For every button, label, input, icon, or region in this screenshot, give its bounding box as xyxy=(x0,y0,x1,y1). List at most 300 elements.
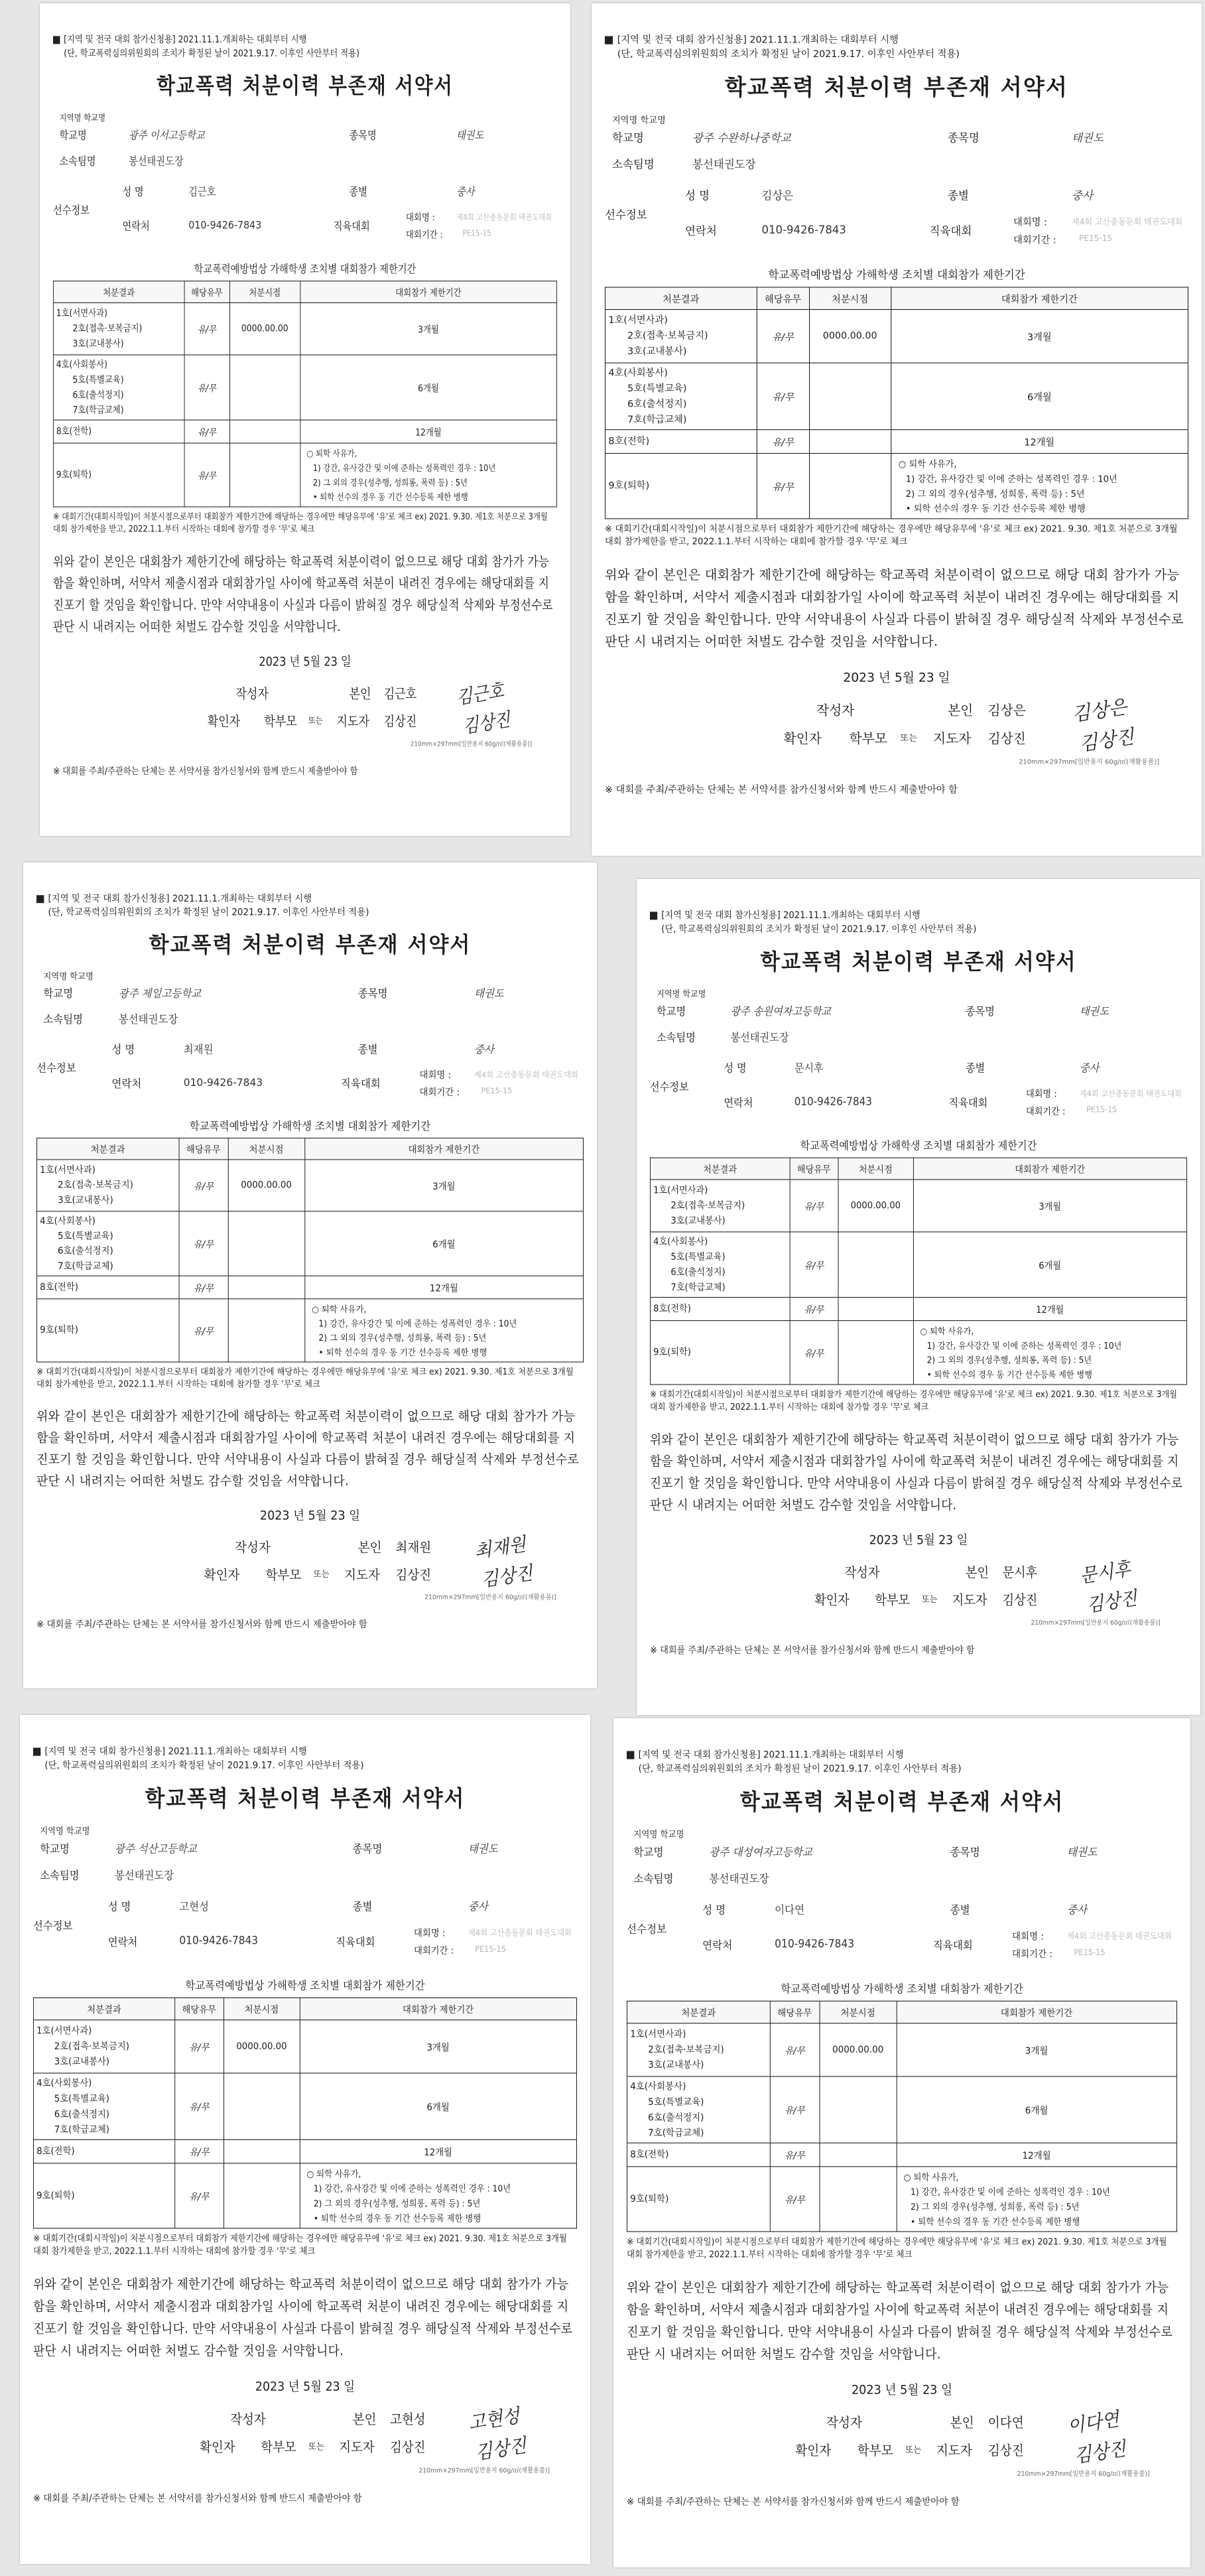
competition-name-label: 대회명 : xyxy=(1013,217,1047,229)
date-cell xyxy=(809,453,891,518)
writer-label: 작성자 xyxy=(235,687,269,702)
confirmer-row xyxy=(605,728,1188,756)
event-label: 직육대회 xyxy=(336,1935,375,1949)
col-header: 처분시점 xyxy=(820,2001,897,2023)
contact-value: 010-9426-7843 xyxy=(183,1075,263,1089)
limit-cell: ○ 퇴학 사유가, 1) 강간, 유사강간 및 이에 준하는 성폭력인 경우 : 10년 2) 그 외의 경우(성추행, 성희롱, 폭력 등) : 5년 • 퇴학 선수의 경우 동 기간 선수등록 제한 병행 xyxy=(897,2167,1177,2232)
coach-label: 지도자 xyxy=(936,2443,973,2459)
sport-label: 종목명 xyxy=(352,1842,383,1856)
parent-label: 학부모 xyxy=(264,714,297,730)
sanction-cell: 4호(사회봉사) 5호(특별교육) 6호(출석정지) 7호(학급교체) xyxy=(37,1211,179,1276)
form-header-line-1: [지역 및 전국 대회 참가신청용] 2021.11.1.개최하는 대회부터 시행 xyxy=(33,1745,577,1759)
principal-label: 본인 xyxy=(950,2415,974,2431)
coach-label: 지도자 xyxy=(339,2439,375,2456)
col-header: 처분결과 xyxy=(605,287,757,310)
limit-cell: 12개월 xyxy=(891,430,1188,454)
table-title: 학교폭력예방법상 가해학생 조치별 대회참가 제한기간 xyxy=(189,1119,431,1133)
pledge-date: 2023 년 5월 23 일 xyxy=(259,655,351,669)
team-label: 소속팀명 xyxy=(657,1031,696,1044)
limit-cell: 6개월 xyxy=(304,1211,583,1276)
sanction-cell: 4호(사회봉사) 5호(특별교육) 6호(출석정지) 7호(학급교체) xyxy=(605,363,757,430)
confirmer-row xyxy=(627,2437,1177,2468)
coach-signature: 김상진 xyxy=(474,2434,528,2465)
event-label: 직육대회 xyxy=(948,1096,988,1110)
athlete-name-value: 최재원 xyxy=(183,1043,214,1056)
gender-label: 종별 xyxy=(357,1043,378,1056)
team-value: 봉선태권도장 xyxy=(730,1031,789,1044)
confirm-label: 확인자 xyxy=(795,2443,832,2459)
athlete-info-label: 선수정보 xyxy=(650,1080,689,1094)
sport-label: 종목명 xyxy=(349,128,377,142)
coach-signature: 김상진 xyxy=(1078,726,1136,756)
table-footnote: ※ 대회기간(대회시작일)이 처분시점으로부터 대회참가 제한기간에 해당하는 경우에만 해당유무에 '유'로 체크 ex) 2021. 9.30. 제1호 처분으로 3개월 대회 참가제한을 받고, 2022.1.1.부터 시작하는 대회에 참가할 경우 '무'로 체크 xyxy=(650,1389,1177,1412)
table-header-row xyxy=(37,1138,584,1160)
gender-value: 중사 xyxy=(1080,1061,1100,1075)
sanction-cell: 9호(퇴학) xyxy=(37,1299,179,1362)
sport-label: 종목명 xyxy=(948,131,980,145)
applicable-cell: 유/무 xyxy=(757,310,809,364)
athlete-info-label: 선수정보 xyxy=(36,1061,76,1075)
writer-row xyxy=(53,680,557,711)
table-row xyxy=(34,2073,577,2139)
or-label: 또는 xyxy=(308,715,323,726)
table-row xyxy=(627,2023,1177,2076)
col-header: 처분시점 xyxy=(229,281,300,303)
competition-name-value: 제4회 고산총동문회 태권도대회 xyxy=(1080,1089,1182,1099)
limit-cell: ○ 퇴학 사유가, 1) 강간, 유사강간 및 이에 준하는 성폭력인 경우 : 10년 2) 그 외의 경우(성추행, 성희롱, 폭력 등) : 5년 • 퇴학 선수의 경우 동 기간 선수등록 제한 병행 xyxy=(300,443,556,507)
sanction-cell: 9호(퇴학) xyxy=(34,2163,175,2228)
coach-label: 지도자 xyxy=(344,1567,380,1583)
table-row xyxy=(37,1211,584,1276)
date-cell xyxy=(809,363,891,430)
contact-label: 연락처 xyxy=(107,1935,138,1949)
col-header: 대회참가 제한기간 xyxy=(300,281,556,303)
school-label: 학교명 xyxy=(612,131,644,145)
competition-name-label: 대회명 : xyxy=(1026,1089,1057,1101)
gender-value: 중사 xyxy=(474,1043,494,1056)
table-title: 학교폭력예방법상 가해학생 조치별 대회참가 제한기간 xyxy=(194,262,416,276)
square-bullet-icon xyxy=(36,895,44,903)
school-region-label: 지역명 학교명 xyxy=(633,1829,684,1840)
col-header: 대회참가 제한기간 xyxy=(304,1138,583,1160)
principal-label: 본인 xyxy=(357,1540,382,1556)
contact-value: 010-9426-7843 xyxy=(794,1095,872,1109)
table-row xyxy=(37,1299,584,1362)
col-header: 처분결과 xyxy=(37,1138,179,1160)
writer-name: 최재원 xyxy=(395,1540,432,1556)
submission-note: ※ 대회를 주최/주관하는 단체는 본 서약서를 참가신청서와 함께 반드시 제출받아야 함 xyxy=(605,784,958,796)
contact-label: 연락처 xyxy=(685,224,717,238)
applicable-cell: 유/무 xyxy=(184,443,229,507)
applicable-cell: 유/무 xyxy=(179,1160,228,1211)
coach-name: 김상진 xyxy=(1002,1592,1038,1608)
pledge-document xyxy=(36,892,584,1682)
col-header: 처분시점 xyxy=(809,287,891,310)
col-header: 처분결과 xyxy=(651,1158,790,1180)
event-label: 직육대회 xyxy=(333,220,370,234)
applicable-cell: 유/무 xyxy=(757,453,809,518)
sanction-table xyxy=(36,1138,584,1363)
pledge-text: 위와 같이 본인은 대회참가 제한기간에 해당하는 학교폭력 처분이력이 없으므로 해당 대회 참가가 가능함을 확인하며, 서약서 제출시점과 대회참가일 사이에 학교폭력 처분이 내려진 경우에는 해당대회를 지진포기 할 것임을 확인합니다. 만약 서약내용이 사실과 다름이 밝혀질 경우 해당실적 삭제와 부정선수로 판단 시 내려지는 어떠한 처벌도 감수할 것임을 서약합니다. xyxy=(605,568,1184,650)
principal-label: 본인 xyxy=(352,2411,377,2427)
square-bullet-icon xyxy=(605,36,613,44)
form-header-line-1: [지역 및 전국 대회 참가신청용] 2021.11.1.개최하는 대회부터 시행 xyxy=(53,33,557,47)
table-row xyxy=(37,1276,584,1299)
date-cell xyxy=(838,1321,913,1385)
table-row xyxy=(34,2139,577,2163)
school-value: 광주 수완하나중학교 xyxy=(692,131,791,145)
table-footnote: ※ 대회기간(대회시작일)이 처분시점으로부터 대회참가 제한기간에 해당하는 경우에만 해당유무에 '유'로 체크 ex) 2021. 9.30. 제1호 처분으로 3개월 대회 참가제한을 받고, 2022.1.1.부터 시작하는 대회에 참가할 경우 '무'로 체크 xyxy=(627,2236,1167,2260)
name-label: 성 명 xyxy=(122,185,144,198)
table-footnote: ※ 대회기간(대회시작일)이 처분시점으로부터 대회참가 제한기간에 해당하는 경우에만 해당유무에 '유'로 체크 ex) 2021. 9.30. 제1호 처분으로 3개월 대회 참가제한을 받고, 2022.1.1.부터 시작하는 대회에 참가할 경우 '무'로 체크 xyxy=(36,1367,574,1389)
contact-label: 연락처 xyxy=(111,1077,142,1091)
team-label: 소속팀명 xyxy=(43,1012,84,1026)
sanction-cell: 4호(사회봉사) 5호(특별교육) 6호(출석정지) 7호(학급교체) xyxy=(627,2076,771,2143)
form-page xyxy=(23,862,597,1688)
col-header: 처분결과 xyxy=(34,1998,175,2019)
date-cell xyxy=(223,2073,300,2139)
pledge-document xyxy=(627,1748,1177,2561)
coach-signature: 김상진 xyxy=(479,1562,535,1592)
competition-name-value: 제4회 고산총동문회 태권도대회 xyxy=(456,212,552,222)
applicant-info xyxy=(650,984,1187,1134)
table-footnote: ※ 대회기간(대회시작일)이 처분시점으로부터 대회참가 제한기간에 해당하는 경우에만 해당유무에 '유'로 체크 ex) 2021. 9.30. 제1호 처분으로 3개월 대회 참가제한을 받고, 2022.1.1.부터 시작하는 대회에 참가할 경우 '무'로 체크 xyxy=(53,511,548,534)
limit-cell: 3개월 xyxy=(913,1180,1187,1232)
applicable-cell: 유/무 xyxy=(770,2167,820,2232)
competition-name-label: 대회명 : xyxy=(1012,1931,1044,1942)
applicant-info xyxy=(605,110,1188,262)
coach-name: 김상진 xyxy=(987,731,1026,747)
limit-cell: 12개월 xyxy=(300,420,556,443)
sanction-cell: 1호(서면사과) 2호(접촉·보복금지) 3호(교내봉사) xyxy=(627,2023,771,2076)
applicable-cell: 유/무 xyxy=(179,1299,228,1362)
date-cell: 0000.00.00 xyxy=(229,303,300,355)
table-row xyxy=(651,1321,1187,1385)
form-title: 학교폭력 처분이력 부존재 서약서 xyxy=(149,932,472,958)
team-label: 소속팀명 xyxy=(633,1872,674,1886)
square-bullet-icon xyxy=(33,1747,40,1755)
sport-value: 태권도 xyxy=(474,986,504,1000)
limit-cell: 12개월 xyxy=(300,2139,577,2163)
sanction-cell: 8호(전학) xyxy=(37,1276,179,1299)
sport-value: 태권도 xyxy=(1080,1004,1110,1018)
confirmer-row xyxy=(33,2434,577,2465)
contact-label: 연락처 xyxy=(122,220,150,234)
applicable-cell: 유/무 xyxy=(770,2143,820,2167)
paper-spec: 210mm×297mm[일반용지 60g/㎡(재활용품)] xyxy=(1031,1619,1161,1627)
principal-label: 본인 xyxy=(349,687,371,702)
gender-label: 종별 xyxy=(965,1061,985,1075)
team-value: 봉선태권도장 xyxy=(129,155,184,168)
limit-cell: ○ 퇴학 사유가, 1) 강간, 유사강간 및 이에 준하는 성폭력인 경우 : 10년 2) 그 외의 경우(성추행, 성희롱, 폭력 등) : 5년 • 퇴학 선수의 경우 동 기간 선수등록 제한 병행 xyxy=(304,1299,583,1362)
competition-period-value: PE15-15 xyxy=(462,228,491,238)
form-header-line-1: [지역 및 전국 대회 참가신청용] 2021.11.1.개최하는 대회부터 시행 xyxy=(627,1748,1177,1762)
sanction-cell: 9호(퇴학) xyxy=(53,443,184,507)
applicable-cell: 유/무 xyxy=(790,1180,838,1232)
applicant-info xyxy=(33,1822,577,1973)
writer-row xyxy=(36,1533,584,1565)
team-label: 소속팀명 xyxy=(612,157,655,171)
sanction-cell: 1호(서면사과) 2호(접촉·보복금지) 3호(교내봉사) xyxy=(605,310,757,364)
pledge-date: 2023 년 5월 23 일 xyxy=(843,670,950,685)
submission-note: ※ 대회를 주최/주관하는 단체는 본 서약서를 참가신청서와 함께 반드시 제출받아야 함 xyxy=(650,1645,975,1657)
table-header-row xyxy=(651,1158,1187,1180)
date-cell: 0000.00.00 xyxy=(809,310,891,364)
date-cell xyxy=(223,2139,300,2163)
table-row xyxy=(605,310,1188,364)
name-label: 성 명 xyxy=(685,188,710,202)
col-header: 해당유무 xyxy=(757,287,809,310)
athlete-info-label: 선수정보 xyxy=(627,1922,667,1936)
event-label: 직육대회 xyxy=(929,224,972,238)
parent-label: 학부모 xyxy=(857,2443,893,2459)
pledge-date: 2023 년 5월 23 일 xyxy=(255,2379,355,2394)
table-row xyxy=(53,420,556,443)
parent-label: 학부모 xyxy=(875,1592,911,1608)
submission-note: ※ 대회를 주최/주관하는 단체는 본 서약서를 참가신청서와 함께 반드시 제출받아야 함 xyxy=(53,766,358,778)
competition-period-value: PE15-15 xyxy=(481,1086,513,1096)
table-title: 학교폭력예방법상 가해학생 조치별 대회참가 제한기간 xyxy=(768,268,1025,282)
sport-label: 종목명 xyxy=(357,986,388,1000)
sanction-cell: 8호(전학) xyxy=(627,2143,771,2167)
event-label: 직육대회 xyxy=(932,1938,973,1952)
athlete-name-value: 김근호 xyxy=(188,185,216,198)
form-header-line-2: (단, 학교폭력심의위원회의 조치가 확정된 날이 2021.9.17. 이후인 사안부터 적용) xyxy=(48,907,369,918)
limit-cell: 6개월 xyxy=(897,2076,1177,2143)
applicable-cell: 유/무 xyxy=(790,1298,838,1321)
writer-label: 작성자 xyxy=(816,703,855,719)
submission-note: ※ 대회를 주최/주관하는 단체는 본 서약서를 참가신청서와 함께 반드시 제출받아야 함 xyxy=(36,1619,367,1631)
col-header: 해당유무 xyxy=(179,1138,228,1160)
col-header: 해당유무 xyxy=(770,2001,820,2023)
form-header-line-1: [지역 및 전국 대회 참가신청용] 2021.11.1.개최하는 대회부터 시행 xyxy=(36,892,584,906)
sport-label: 종목명 xyxy=(965,1004,995,1018)
writer-row xyxy=(33,2405,577,2437)
form-title: 학교폭력 처분이력 부존재 서약서 xyxy=(760,949,1077,975)
gender-label: 종별 xyxy=(950,1903,970,1917)
sanction-cell: 4호(사회봉사) 5호(특별교육) 6호(출석정지) 7호(학급교체) xyxy=(34,2073,175,2139)
gender-value: 중사 xyxy=(1067,1903,1088,1917)
athlete-signature: 김상은 xyxy=(1070,696,1129,726)
sport-value: 태권도 xyxy=(1067,1845,1098,1860)
writer-label: 작성자 xyxy=(844,1565,880,1581)
table-row xyxy=(605,453,1188,518)
coach-name: 김상진 xyxy=(390,2439,426,2456)
table-row xyxy=(34,2163,577,2228)
col-header: 해당유무 xyxy=(184,281,229,303)
applicable-cell: 유/무 xyxy=(790,1321,838,1385)
applicable-cell: 유/무 xyxy=(174,2163,223,2228)
applicable-cell: 유/무 xyxy=(184,303,229,355)
coach-label: 지도자 xyxy=(336,714,370,730)
applicable-cell: 유/무 xyxy=(179,1276,228,1299)
athlete-info-label: 선수정보 xyxy=(605,208,647,222)
team-value: 봉선태권도장 xyxy=(115,1869,174,1883)
limit-cell: 3개월 xyxy=(300,303,556,355)
col-header: 처분결과 xyxy=(53,281,184,303)
pledge-text: 위와 같이 본인은 대회참가 제한기간에 해당하는 학교폭력 처분이력이 없으므로 해당 대회 참가가 가능함을 확인하며, 서약서 제출시점과 대회참가일 사이에 학교폭력 처분이 내려진 경우에는 해당대회를 지진포기 할 것임을 확인합니다. 만약 서약내용이 사실과 다름이 밝혀질 경우 해당실적 삭제와 부정선수로 판단 시 내려지는 어떠한 처벌도 감수할 것임을 서약합니다. xyxy=(627,2280,1173,2362)
form-header-line-1: [지역 및 전국 대회 참가신청용] 2021.11.1.개최하는 대회부터 시행 xyxy=(605,33,1188,47)
or-label: 또는 xyxy=(313,1569,330,1580)
col-header: 해당유무 xyxy=(174,1998,223,2019)
pledge-document xyxy=(605,33,1188,849)
limit-cell: 6개월 xyxy=(891,363,1188,430)
sanction-cell: 9호(퇴학) xyxy=(627,2167,771,2232)
confirmer-row xyxy=(650,1590,1187,1617)
writer-name: 김근호 xyxy=(383,687,417,702)
confirm-label: 확인자 xyxy=(204,1567,240,1583)
date-cell xyxy=(820,2076,897,2143)
athlete-signature: 고현성 xyxy=(467,2405,521,2435)
date-cell xyxy=(229,420,300,443)
pledge-text: 위와 같이 본인은 대회참가 제한기간에 해당하는 학교폭력 처분이력이 없으므로 해당 대회 참가가 가능함을 확인하며, 서약서 제출시점과 대회참가일 사이에 학교폭력 처분이 내려진 경우에는 해당대회를 지진포기 할 것임을 확인합니다. 만약 서약내용이 사실과 다름이 밝혀질 경우 해당실적 삭제와 부정선수로 판단 시 내려지는 어떠한 처벌도 감수할 것임을 서약합니다. xyxy=(53,555,553,635)
athlete-name-value: 김상은 xyxy=(761,188,794,202)
school-label: 학교명 xyxy=(633,1845,664,1860)
date-cell: 0000.00.00 xyxy=(223,2020,300,2073)
col-header: 처분시점 xyxy=(223,1998,300,2019)
form-page xyxy=(40,3,570,836)
writer-name: 고현성 xyxy=(390,2411,426,2427)
table-footnote: ※ 대회기간(대회시작일)이 처분시점으로부터 대회참가 제한기간에 해당하는 경우에만 해당유무에 '유'로 체크 ex) 2021. 9.30. 제1호 처분으로 3개월 대회 참가제한을 받고, 2022.1.1.부터 시작하는 대회에 참가할 경우 '무'로 체크 xyxy=(605,523,1178,547)
pledge-text: 위와 같이 본인은 대회참가 제한기간에 해당하는 학교폭력 처분이력이 없으므로 해당 대회 참가가 가능함을 확인하며, 서약서 제출시점과 대회참가일 사이에 학교폭력 처분이 내려진 경우에는 해당대회를 지진포기 할 것임을 확인합니다. 만약 서약내용이 사실과 다름이 밝혀질 경우 해당실적 삭제와 부정선수로 판단 시 내려지는 어떠한 처벌도 감수할 것임을 서약합니다. xyxy=(36,1409,580,1489)
confirm-label: 확인자 xyxy=(783,731,822,747)
pledge-date: 2023 년 5월 23 일 xyxy=(869,1533,968,1548)
school-value: 광주 이서고등학교 xyxy=(129,128,205,142)
confirm-label: 확인자 xyxy=(200,2439,235,2456)
gender-value: 중사 xyxy=(468,1899,488,1913)
date-cell: 0000.00.00 xyxy=(228,1160,304,1211)
table-header-row xyxy=(34,1998,577,2019)
sport-value: 태권도 xyxy=(468,1842,498,1856)
limit-cell: 3개월 xyxy=(891,310,1188,364)
sanction-cell: 9호(퇴학) xyxy=(605,453,757,518)
date-cell xyxy=(223,2163,300,2228)
date-cell: 0000.00.00 xyxy=(838,1180,913,1232)
school-region-label: 지역명 학교명 xyxy=(59,112,106,123)
sanction-cell: 1호(서면사과) 2호(접촉·보복금지) 3호(교내봉사) xyxy=(34,2020,175,2073)
competition-name-label: 대회명 : xyxy=(414,1928,446,1939)
competition-period-value: PE15-15 xyxy=(1074,1947,1106,1958)
pledge-document xyxy=(33,1745,577,2557)
gender-label: 종별 xyxy=(349,185,368,198)
table-title: 학교폭력예방법상 가해학생 조치별 대회참가 제한기간 xyxy=(800,1139,1037,1152)
table-row xyxy=(651,1232,1187,1298)
pledge-text: 위와 같이 본인은 대회참가 제한기간에 해당하는 학교폭력 처분이력이 없으므로 해당 대회 참가가 가능함을 확인하며, 서약서 제출시점과 대회참가일 사이에 학교폭력 처분이 내려진 경우에는 해당대회를 지진포기 할 것임을 확인합니다. 만약 서약내용이 사실과 다름이 밝혀질 경우 해당실적 삭제와 부정선수로 판단 시 내려지는 어떠한 처벌도 감수할 것임을 서약합니다. xyxy=(33,2277,573,2359)
limit-cell: 6개월 xyxy=(300,2073,577,2139)
writer-row xyxy=(627,2408,1177,2440)
sanction-cell: 8호(전학) xyxy=(605,430,757,454)
coach-label: 지도자 xyxy=(952,1592,987,1608)
parent-label: 학부모 xyxy=(261,2439,296,2456)
school-label: 학교명 xyxy=(59,128,87,142)
sanction-cell: 8호(전학) xyxy=(651,1298,790,1321)
form-header-line-2: (단, 학교폭력심의위원회의 조치가 확정된 날이 2021.9.17. 이후인 사안부터 적용) xyxy=(617,48,960,60)
col-header: 처분시점 xyxy=(838,1158,913,1180)
school-region-label: 지역명 학교명 xyxy=(612,115,666,125)
table-footnote: ※ 대회기간(대회시작일)이 처분시점으로부터 대회참가 제한기간에 해당하는 경우에만 해당유무에 '유'로 체크 ex) 2021. 9.30. 제1호 처분으로 3개월 대회 참가제한을 받고, 2022.1.1.부터 시작하는 대회에 참가할 경우 '무'로 체크 xyxy=(33,2233,567,2256)
square-bullet-icon xyxy=(650,912,657,919)
limit-cell: 12개월 xyxy=(897,2143,1177,2167)
limit-cell: 12개월 xyxy=(913,1298,1187,1321)
applicable-cell: 유/무 xyxy=(174,2139,223,2163)
date-cell: 0000.00.00 xyxy=(820,2023,897,2076)
date-cell xyxy=(229,355,300,420)
pledge-document xyxy=(650,909,1187,1708)
limit-cell: 3개월 xyxy=(300,2020,577,2073)
limit-cell: 3개월 xyxy=(304,1160,583,1211)
form-title: 학교폭력 처분이력 부존재 서약서 xyxy=(739,1789,1064,1816)
table-row xyxy=(605,430,1188,454)
coach-signature: 김상진 xyxy=(462,709,512,738)
gender-value: 중사 xyxy=(1072,188,1093,202)
col-header: 해당유무 xyxy=(790,1158,838,1180)
athlete-signature: 문시후 xyxy=(1078,1558,1132,1588)
pledge-text: 위와 같이 본인은 대회참가 제한기간에 해당하는 학교폭력 처분이력이 없으므로 해당 대회 참가가 가능함을 확인하며, 서약서 제출시점과 대회참가일 사이에 학교폭력 처분이 내려진 경우에는 해당대회를 지진포기 할 것임을 확인합니다. 만약 서약내용이 사실과 다름이 밝혀질 경우 해당실적 삭제와 부정선수로 판단 시 내려지는 어떠한 처벌도 감수할 것임을 서약합니다. xyxy=(650,1432,1183,1513)
limit-cell: 12개월 xyxy=(304,1276,583,1299)
table-row xyxy=(651,1180,1187,1232)
form-page xyxy=(613,1718,1190,2567)
school-region-label: 지역명 학교명 xyxy=(40,1826,90,1837)
contact-value: 010-9426-7843 xyxy=(179,1934,259,1948)
coach-name: 김상진 xyxy=(395,1567,432,1583)
writer-row xyxy=(605,696,1188,728)
parent-label: 학부모 xyxy=(265,1567,302,1583)
confirm-label: 확인자 xyxy=(814,1592,850,1608)
principal-label: 본인 xyxy=(965,1565,989,1581)
team-value: 봉선태권도장 xyxy=(709,1872,769,1886)
date-cell xyxy=(229,443,300,507)
applicant-info xyxy=(36,967,584,1115)
form-title: 학교폭력 처분이력 부존재 서약서 xyxy=(724,74,1069,101)
sport-value: 태권도 xyxy=(456,128,484,142)
paper-spec: 210mm×297mm[일반용지 60g/㎡(재활용품)] xyxy=(424,1594,556,1601)
sanction-table xyxy=(627,2001,1177,2232)
coach-name: 김상진 xyxy=(987,2443,1024,2459)
form-header-line-2: (단, 학교폭력심의위원회의 조치가 확정된 날이 2021.9.17. 이후인 사안부터 적용) xyxy=(44,1760,364,1772)
form-header-line-2: (단, 학교폭력심의위원회의 조치가 확정된 날이 2021.9.17. 이후인 사안부터 적용) xyxy=(661,924,977,935)
form-page xyxy=(20,1715,590,2564)
col-header: 대회참가 제한기간 xyxy=(300,1998,577,2019)
team-value: 봉선태권도장 xyxy=(118,1012,178,1026)
table-row xyxy=(53,303,556,355)
square-bullet-icon xyxy=(53,36,60,44)
applicant-info xyxy=(627,1825,1177,1976)
date-cell xyxy=(820,2167,897,2232)
school-value: 광주 대성여자고등학교 xyxy=(709,1845,812,1860)
contact-label: 연락처 xyxy=(724,1096,753,1110)
contact-label: 연락처 xyxy=(702,1938,733,1952)
coach-name: 김상진 xyxy=(383,714,417,730)
applicable-cell: 유/무 xyxy=(184,420,229,443)
confirm-label: 확인자 xyxy=(207,714,241,730)
paper-spec: 210mm×297mm[일반용지 60g/㎡(재활용품)] xyxy=(1017,2471,1150,2478)
athlete-name-value: 고현성 xyxy=(179,1899,209,1913)
col-header: 처분결과 xyxy=(627,2001,771,2023)
sanction-table xyxy=(53,281,557,507)
name-label: 성 명 xyxy=(107,1899,131,1913)
table-title: 학교폭력예방법상 가해학생 조치별 대회참가 제한기간 xyxy=(185,1979,425,1993)
coach-label: 지도자 xyxy=(933,731,972,747)
table-row xyxy=(627,2167,1177,2232)
form-page xyxy=(637,879,1200,1715)
pledge-date: 2023 년 5월 23 일 xyxy=(259,1509,361,1523)
form-page xyxy=(592,3,1202,856)
table-row xyxy=(34,2020,577,2073)
school-region-label: 지역명 학교명 xyxy=(657,988,706,999)
team-value: 봉선태권도장 xyxy=(692,157,756,171)
table-row xyxy=(651,1298,1187,1321)
limit-cell: ○ 퇴학 사유가, 1) 강간, 유사강간 및 이에 준하는 성폭력인 경우 : 10년 2) 그 외의 경우(성추행, 성희롱, 폭력 등) : 5년 • 퇴학 선수의 경우 동 기간 선수등록 제한 병행 xyxy=(891,453,1188,518)
